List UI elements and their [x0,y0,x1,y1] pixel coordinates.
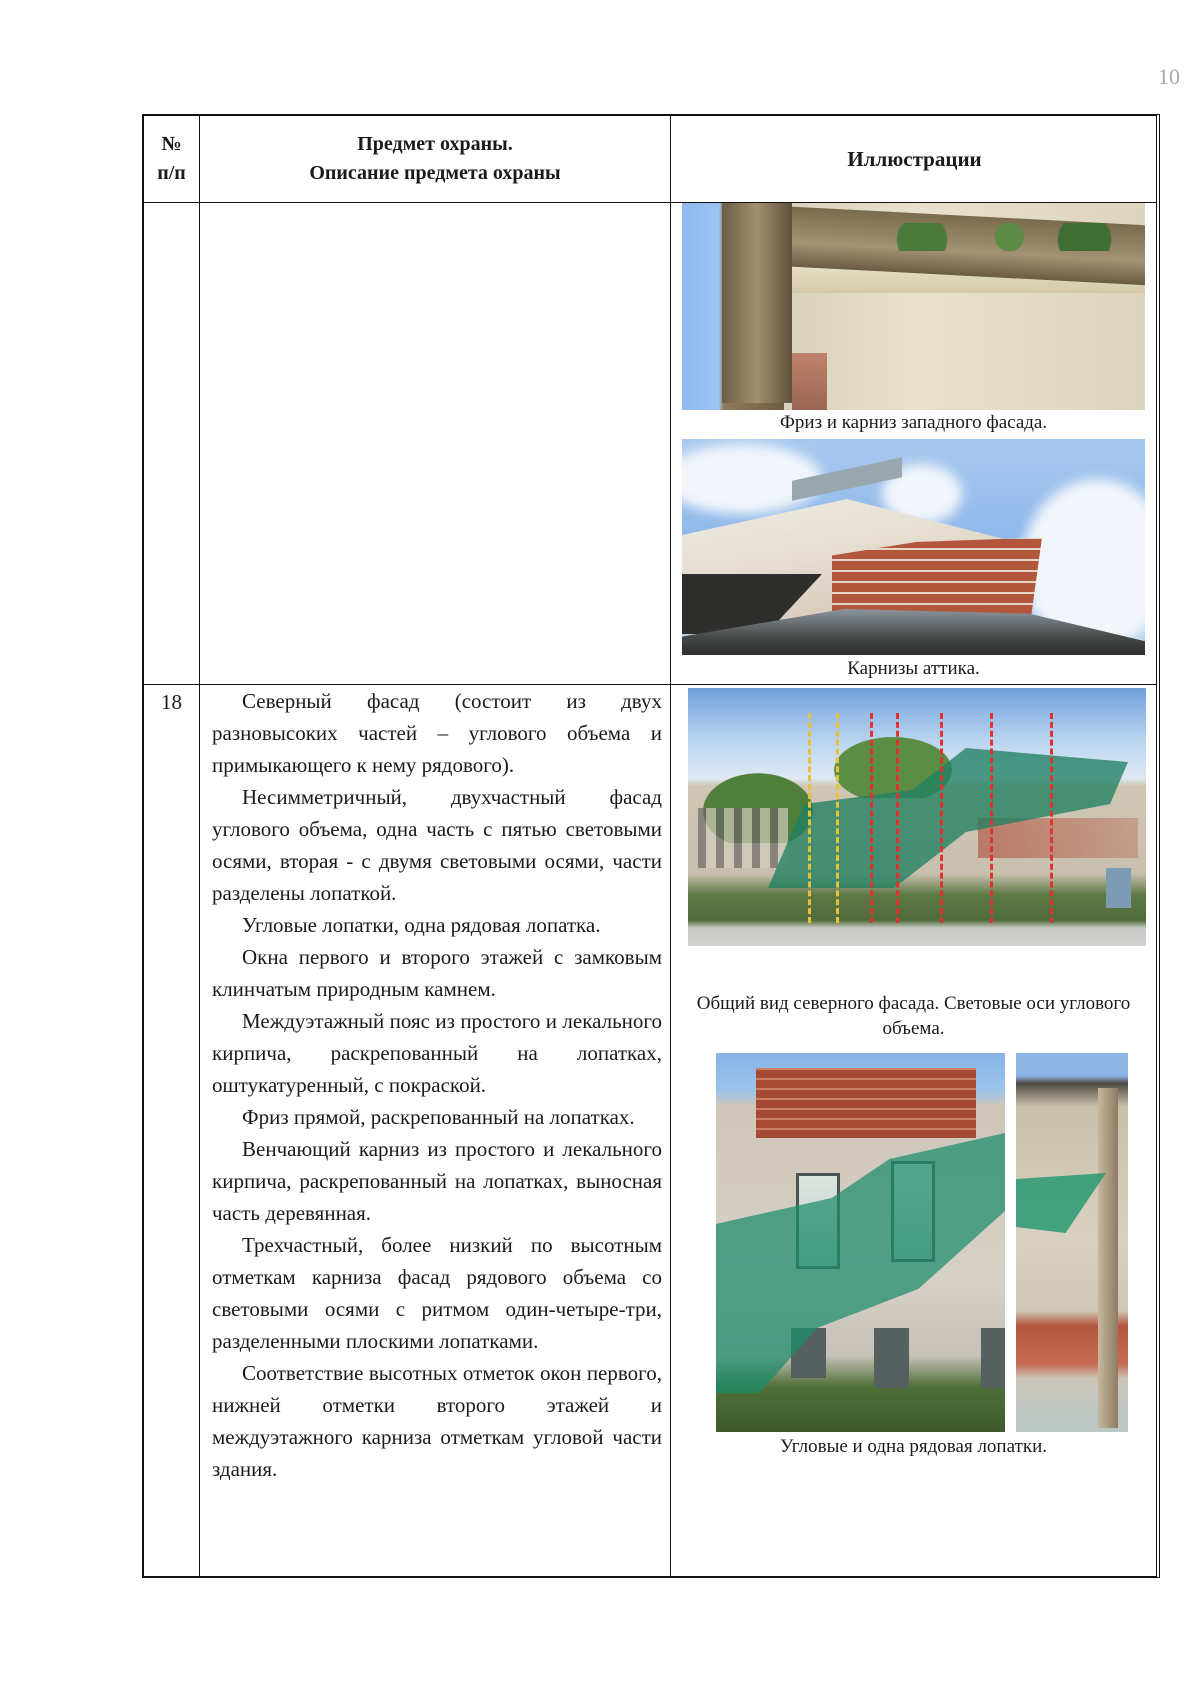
photo-frieze-cornice-west-facade [682,203,1145,410]
description-paragraph: Соответствие высотных отметок окон первого, нижней отметки второго этажей и междуэтажного карниза отметкам угловой части здания. [212,1361,662,1481]
photo-caption: Карнизы аттика. [847,658,980,679]
column-divider [199,116,200,1576]
protection-subject-description [212,685,662,1485]
description-paragraph: Несимметричный, двухчастный фасад углового объема, одна часть с пятью световыми осями, вторая - с двумя световыми осями, части разделены лопаткой. [212,785,662,905]
description-paragraph: Угловые лопатки, одна рядовая лопатка. [242,913,601,937]
description-paragraph: Окна первого и второго этажей с замковым клинчатым природным камнем. [212,945,662,1001]
description-paragraph: Северный фасад (состоит из двух разновысоких частей – углового объема и примыкающего к нему рядового). [212,689,662,777]
header-subject-line1: Предмет охраны. [357,133,513,155]
description-paragraph: Междуэтажный пояс из простого и лекального кирпича, раскрепованный на лопатках, оштукатуренный, с покраской. [212,1009,662,1097]
photo-corner-pilasters-side [1016,1053,1128,1432]
light-axis-red [870,713,873,923]
light-axis-yellow [836,713,839,923]
photo-attic-cornices [682,439,1145,655]
row-number: 18 [161,690,182,714]
header-number-line2: п/п [157,162,186,184]
header-subject-line2: Описание предмета охраны [309,162,561,184]
header-subject [200,116,670,202]
photo-caption: Угловые и одна рядовая лопатки. [780,1436,1047,1457]
description-paragraph: Венчающий карниз из простого и лекального кирпича, раскрепованный на лопатках, выносная часть деревянная. [212,1137,662,1225]
photo-caption: Фриз и карниз западного фасада. [779,412,1048,433]
column-divider [670,116,671,1576]
photo-caption: Общий вид северного фасада. Световые оси углового объема. [696,993,1131,1039]
photo-north-facade-light-axes [688,688,1146,946]
page-number: 10 [1158,64,1180,89]
light-axis-red [896,713,899,923]
header-illustrations: Иллюстрации [847,146,982,171]
light-axis-red [1050,713,1053,923]
photo-corner-pilasters-main [716,1053,1005,1432]
description-paragraph: Трехчастный, более низкий по высотным отметкам карниза фасад рядового объема со световыми осями с ритмом один-четыре-три, разделенными плоскими лопатками. [212,1233,662,1353]
description-paragraph: Фриз прямой, раскрепованный на лопатках. [242,1105,635,1129]
light-axis-yellow [808,713,811,923]
light-axis-red [940,713,943,923]
protection-subject-table [142,114,1160,1578]
header-number-line1: № [161,133,182,155]
light-axis-red [990,713,993,923]
header-number [144,116,199,202]
